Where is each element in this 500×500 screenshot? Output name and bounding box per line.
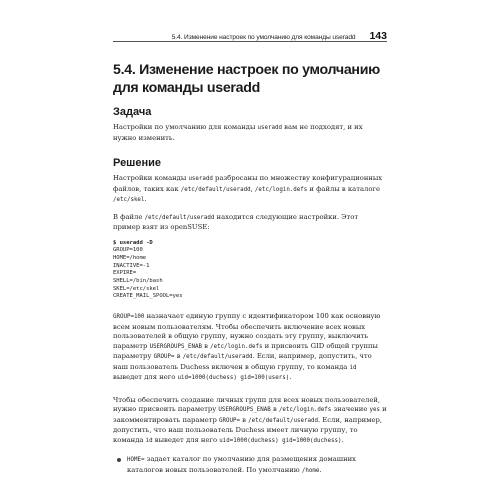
section-title-line2: для команды useradd xyxy=(113,80,260,96)
inline-code: uid=1000(duchess) gid=100(users) xyxy=(177,375,290,382)
inline-code: USERGROUPS_ENAB xyxy=(218,407,271,414)
text-span: в xyxy=(239,415,249,424)
inline-code: GROUP= xyxy=(153,354,175,361)
list-item-text xyxy=(127,455,387,476)
inline-code: /home xyxy=(301,467,320,474)
list-item xyxy=(113,455,387,476)
solution-paragraph-3 xyxy=(113,312,387,384)
header-rule xyxy=(113,41,387,42)
inline-code: /etc/default/useradd xyxy=(182,354,253,361)
text-span: . Если, например, допустить, что наш пользователь Duchess имеет личную группу, то команда xyxy=(113,415,383,444)
solution-paragraph-1 xyxy=(113,174,387,206)
text-span: . xyxy=(144,195,147,203)
text-span: и присвоить GID общей группы параметру xyxy=(113,341,378,361)
inline-code: id xyxy=(349,364,357,371)
text-span: выведет для него xyxy=(152,435,220,444)
text-span: значение xyxy=(331,405,370,414)
text-span: выведет для него xyxy=(113,373,178,382)
text-span: разбросаны по множеству конфигурационных файлов, таких как xyxy=(113,174,383,193)
text-span: Чтобы обеспечить создание личных групп для всех новых пользователей, нужно присвоить параметру xyxy=(113,395,381,414)
task-paragraph xyxy=(113,123,387,143)
text-span: назначает единую группу с идентификатором 100 как основную всем новым пользователям. Чтобы обеспечить включение всех новых пользователей в общую группу, нужно создать эту группу, выключить параметр xyxy=(113,312,381,350)
text-span: задает каталог по умолчанию для размещения домашних каталогов новых пользователей. По умолчанию xyxy=(127,455,357,474)
inline-code: id xyxy=(145,437,153,444)
text-span: Настройки по умолчанию для команды xyxy=(113,123,258,131)
text-span: , xyxy=(250,184,255,193)
code-command: $ useradd -D xyxy=(113,239,153,246)
inline-code: useradd xyxy=(188,176,213,182)
text-span: В файле xyxy=(113,212,145,221)
inline-code: /etc/login.defs xyxy=(254,186,308,193)
inline-code: /etc/skel xyxy=(113,197,145,203)
page-number: 143 xyxy=(369,30,387,42)
section-title xyxy=(113,61,387,97)
page-body xyxy=(113,61,387,476)
task-heading: Задача xyxy=(113,106,152,118)
inline-code: /etc/default/useradd xyxy=(180,186,251,193)
solution-paragraph-2 xyxy=(113,213,387,233)
solution-paragraph-4 xyxy=(113,396,387,447)
code-output: GROUP=100 HOME=/home INACTIVE=-1 EXPIRE= SHELL=/bin/bash SKEL=/etc/skel CREATE_MAIL_SPOOL=yes xyxy=(113,247,183,300)
inline-code: uid=1000(duchess) gid=1000(duchess) xyxy=(219,437,342,444)
section-title-line1: 5.4. Изменение настроек по умолчанию xyxy=(113,62,380,78)
inline-code: USERGROUPS_ENAB xyxy=(149,343,202,350)
inline-code: /etc/default/useradd xyxy=(248,417,318,424)
inline-code: useradd xyxy=(257,125,282,131)
inline-code: GROUP=100 xyxy=(113,314,145,321)
inline-code: HOME= xyxy=(127,457,145,464)
inline-code: GROUP= xyxy=(219,417,240,424)
text-span: . xyxy=(341,435,344,444)
text-span: . xyxy=(289,373,292,382)
inline-code: /etc/login.defs xyxy=(278,407,332,414)
text-span: . xyxy=(319,465,322,474)
text-span: в xyxy=(201,341,211,350)
text-span: . Если, например, допустить, что наш пользователь Duchess включен в общую группу, то команда xyxy=(113,352,372,371)
text-span: в xyxy=(174,352,183,361)
solution-heading: Решение xyxy=(113,157,161,169)
code-listing xyxy=(113,240,387,302)
inline-code: /etc/default/useradd xyxy=(144,214,215,221)
text-span: и файлы в каталоге xyxy=(307,184,381,193)
inline-code: /etc/login.defs xyxy=(210,343,263,350)
bullet-icon xyxy=(117,458,121,462)
running-title: 5.4. Изменение настроек по умолчанию для команды useradd xyxy=(171,34,356,41)
inline-code: yes xyxy=(369,407,380,414)
text-span: в xyxy=(270,405,279,414)
text-span: Настройки команды xyxy=(113,174,189,182)
text-span: находится следующие настройки. Этот пример взят из openSUSE: xyxy=(113,212,359,231)
text-span: вам не подходят, и их нужно изменить. xyxy=(113,123,363,142)
text-span: и закомментировать параметр xyxy=(113,405,387,424)
